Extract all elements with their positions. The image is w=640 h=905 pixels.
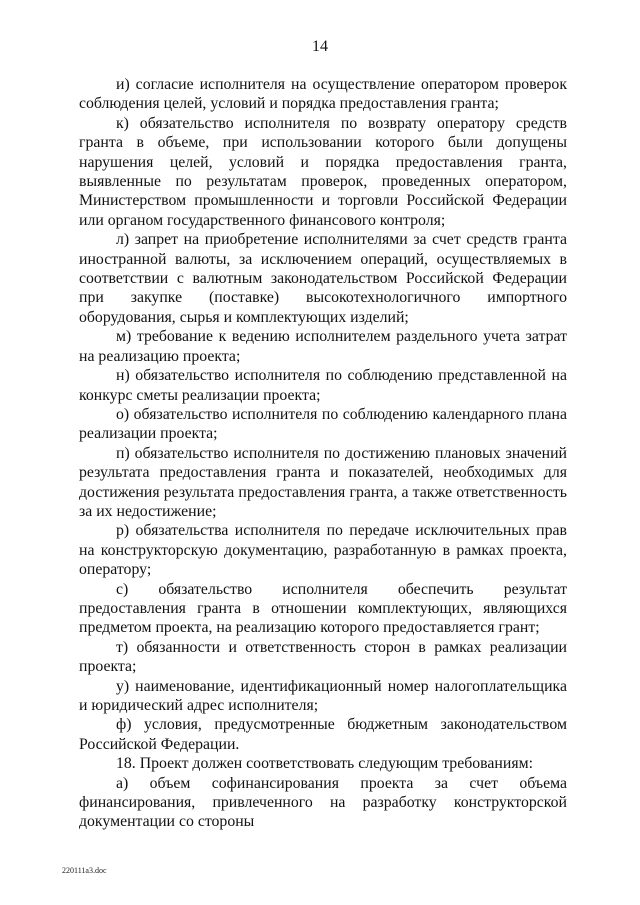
- paragraph-i: и) согласие исполнителя на осуществление оператором проверок соблюдения целей, условий и порядка предоставления гранта;: [79, 76, 567, 113]
- paragraph-f: ф) условия, предусмотренные бюджетным законодательством Российской Федерации.: [79, 716, 567, 753]
- footer-filename: 220111a3.doc: [62, 866, 107, 875]
- page-number: 14: [312, 38, 328, 55]
- paragraph-m: м) требование к ведению исполнителем раздельного учета затрат на реализацию проекта;: [79, 328, 567, 365]
- paragraph-u: у) наименование, идентификационный номер налогоплательщика и юридический адрес исполнителя;: [79, 677, 567, 714]
- paragraph-o: о) обязательство исполнителя по соблюдению календарного плана реализации проекта;: [79, 405, 567, 443]
- document-body: [79, 75, 567, 832]
- paragraph-k: к) обязательство исполнителя по возврату оператору средств гранта в объеме, при использовании которого были допущены нарушения целей, условий и порядка предоставления гранта, выявленные по результатам проверок, проведенных оператором, Министерством промышленности и торговли Российской Федерации или органом государственного финансового контроля;: [79, 114, 567, 229]
- paragraph-l: л) запрет на приобретение исполнителями за счет средств гранта иностранной валюты, за исключением операций, осуществляемых в соответствии с валютным законодательством Российской Федерации при закупке (поставке) высокотехнологичного импортного оборудования, сырья и комплектующих изделий;: [79, 231, 567, 326]
- paragraph-p: п) обязательство исполнителя по достижению плановых значений результата предоставления гранта и показателей, необходимых для достижения результата предоставления гранта, а также ответственность за их недостижение;: [79, 444, 567, 520]
- paragraph-t: т) обязанности и ответственность сторон в рамках реализации проекта;: [79, 638, 567, 676]
- paragraph-r: р) обязательства исполнителя по передаче исключительных прав на конструкторскую документацию, разработанную в рамках проекта, оператору;: [79, 522, 567, 579]
- paragraph-18: 18. Проект должен соответствовать следующим требованиям:: [116, 755, 533, 773]
- paragraph-18a: а) объем софинансирования проекта за счет объема финансирования, привлеченного на разработку конструкторской документации со стороны: [79, 774, 567, 831]
- paragraph-s: с) обязательство исполнителя обеспечить результат предоставления гранта в отношении комплектующих, являющихся предметом проекта, на реализацию которого предоставляется грант;: [79, 580, 567, 637]
- paragraph-n: н) обязательство исполнителя по соблюдению представленной на конкурс сметы реализации проекта;: [79, 367, 567, 404]
